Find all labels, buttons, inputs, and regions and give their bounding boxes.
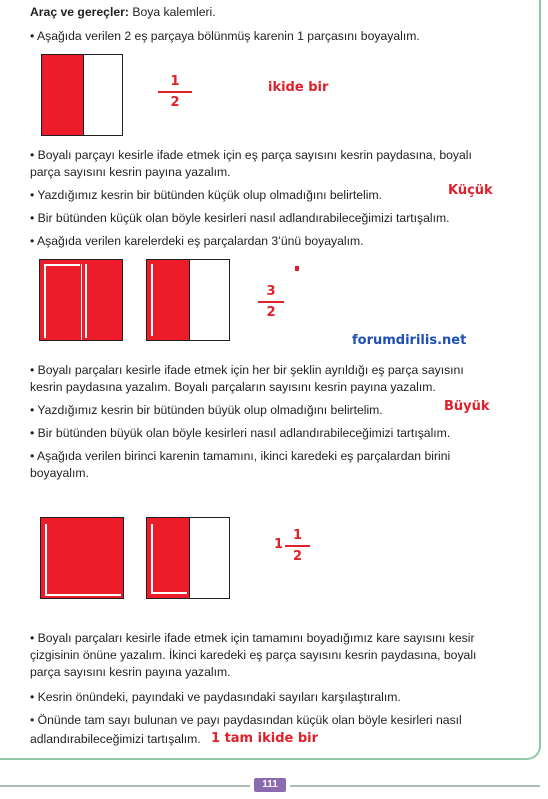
fraction-group bbox=[285, 528, 310, 564]
paint-gap-top bbox=[44, 264, 80, 266]
footer-rule-right bbox=[290, 785, 540, 787]
square-divider bbox=[189, 518, 190, 598]
paint-gap-left bbox=[151, 264, 153, 336]
paint-gap-left bbox=[151, 524, 153, 594]
paint-gap-bottom bbox=[151, 592, 187, 594]
fraction-numerator: 3 bbox=[266, 284, 276, 299]
square-half-1[interactable] bbox=[41, 54, 123, 136]
fraction-denominator: 2 bbox=[170, 95, 180, 110]
instruction-9b: boyayalım. bbox=[30, 466, 89, 480]
answer-ikide-bir: ikide bir bbox=[268, 80, 329, 95]
answer-1-tam-ikide-bir: 1 tam ikide bir bbox=[211, 731, 319, 746]
square-full-2[interactable] bbox=[39, 259, 123, 341]
instruction-8: • Bir bütünden büyük olan böyle kesirleri nasıl adlandırabileceğimizi tartışalım. bbox=[30, 426, 451, 440]
answer-buyuk: Büyük bbox=[444, 399, 490, 414]
instruction-4: • Bir bütünden küçük olan böyle kesirleri nasıl adlandırabileceğimizi tartışalım. bbox=[30, 211, 450, 225]
page-number: 111 bbox=[254, 778, 286, 792]
instruction-2b: parça sayısını kesrin payına yazalım. bbox=[30, 165, 231, 179]
painted-full bbox=[41, 518, 124, 599]
watermark: forumdirilis.net bbox=[352, 333, 467, 348]
instruction-11: • Kesrin önündeki, payındaki ve paydasındaki sayıları karşılaştıralım. bbox=[30, 690, 401, 704]
paint-gap-mid bbox=[85, 264, 87, 338]
paint-gap-bottom bbox=[45, 594, 121, 596]
instruction-3: • Yazdığımız kesrin bir bütünden küçük olup olmadığını belirtelim. bbox=[30, 188, 383, 202]
materials-value: Boya kalemleri. bbox=[132, 5, 216, 19]
instruction-10b: çizgisinin önüne yazalım. İkinci karedeki eş parça sayısını kesrin paydasına, boyalı bbox=[30, 648, 477, 662]
fraction-numerator: 1 bbox=[292, 528, 303, 543]
instruction-6a: • Boyalı parçaları kesirle ifade etmek için her bir şeklin ayrıldığı eş parça sayısını bbox=[30, 363, 464, 377]
instruction-1: • Aşağıda verilen 2 eş parçaya bölünmüş karenin 1 parçasını boyayalım. bbox=[30, 29, 420, 43]
painted-half bbox=[42, 55, 83, 136]
footer-rule-left bbox=[0, 785, 250, 787]
instruction-12b: adlandırabileceğimizi tartışalım. bbox=[30, 732, 201, 746]
fraction-bar bbox=[285, 545, 310, 547]
paint-gap-left bbox=[44, 264, 46, 338]
instruction-10c: parça sayısını kesrin payına yazalım. bbox=[30, 665, 231, 679]
answer-kucuk: Küçük bbox=[448, 183, 493, 198]
fraction-bar bbox=[158, 91, 192, 93]
instruction-10a: • Boyalı parçaları kesirle ifade etmek için tamamını boyadığımız kare sayısını kesir bbox=[30, 631, 475, 645]
square-divider bbox=[189, 260, 190, 340]
paint-gap-left bbox=[45, 524, 47, 596]
materials-label: Araç ve gereçler: bbox=[30, 5, 129, 19]
fraction-whole: 1 bbox=[274, 537, 284, 552]
instruction-9a: • Aşağıda verilen birinci karenin tamamını, ikinci karedeki eş parçalardan birini bbox=[30, 449, 451, 463]
fraction-one-and-half bbox=[274, 528, 310, 564]
materials-line bbox=[30, 4, 216, 21]
instruction-6b: kesrin paydasına yazalım. Boyalı parçaların sayısını kesrin payına yazalım. bbox=[30, 380, 436, 394]
square-divider bbox=[81, 264, 82, 340]
square-half-2[interactable] bbox=[146, 259, 230, 341]
instruction-7: • Yazdığımız kesrin bir bütünden büyük olup olmadığını belirtelim. bbox=[30, 403, 383, 417]
fraction-denominator: 2 bbox=[292, 549, 303, 564]
square-full-3[interactable] bbox=[40, 517, 124, 599]
instruction-2a: • Boyalı parçayı kesirle ifade etmek için eş parça sayısını kesrin paydasına, boyalı bbox=[30, 148, 472, 162]
square-half-3[interactable] bbox=[146, 517, 230, 599]
painted-half bbox=[147, 260, 189, 341]
fraction-numerator: 1 bbox=[170, 74, 180, 89]
fraction-one-half bbox=[158, 74, 192, 110]
instruction-5: • Aşağıda verilen karelerdeki eş parçalardan 3’ünü boyayalım. bbox=[30, 234, 364, 248]
painted-half bbox=[147, 518, 189, 599]
fraction-denominator: 2 bbox=[266, 305, 276, 320]
instruction-12a: • Önünde tam sayı bulunan ve payı paydasından küçük olan böyle kesirleri nasıl bbox=[30, 713, 462, 727]
fraction-bar bbox=[258, 301, 284, 303]
fraction-three-halves bbox=[258, 284, 284, 320]
square-divider bbox=[83, 55, 84, 135]
red-dot bbox=[295, 266, 299, 271]
